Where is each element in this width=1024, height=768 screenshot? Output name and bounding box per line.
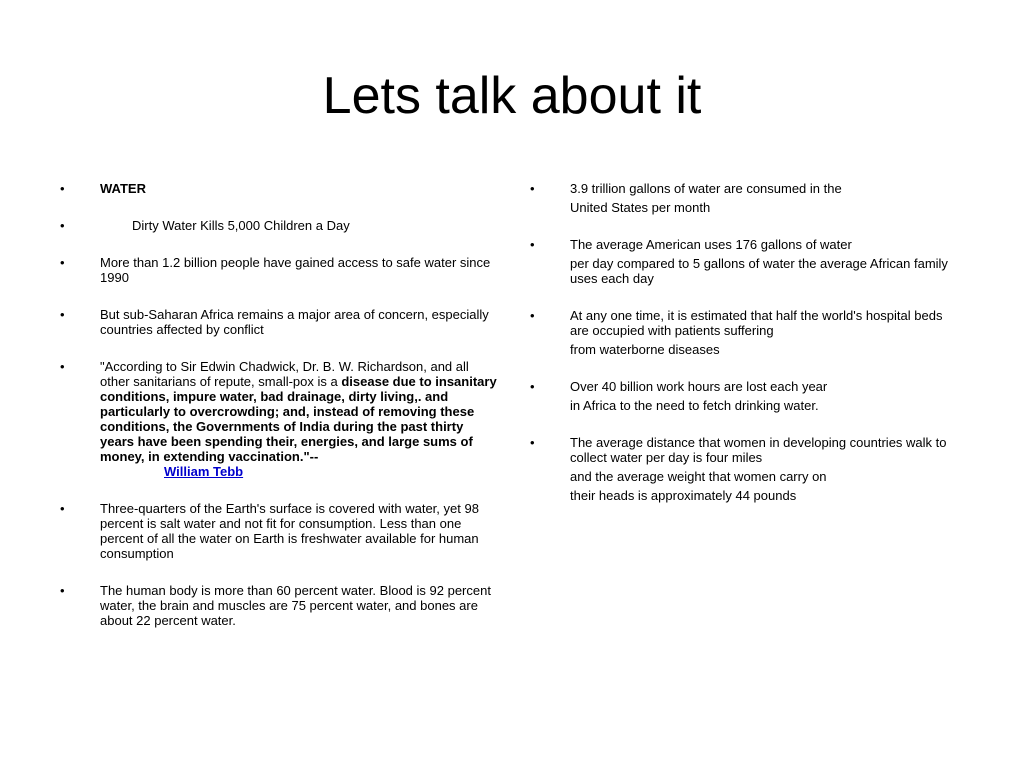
list-item: [530, 181, 960, 215]
right-bullet-list: [530, 181, 960, 525]
bullet-icon: •: [60, 181, 65, 196]
list-item: [530, 435, 960, 503]
list-item-text: The average distance that women in developing countries walk to collect water per day is four miles: [570, 435, 947, 465]
list-item-text: But sub-Saharan Africa remains a major area of concern, especially countries affected by conflict: [100, 307, 489, 337]
list-item-continuation: United States per month: [570, 200, 711, 215]
list-item: [60, 583, 500, 628]
list-item: [530, 237, 960, 286]
bullet-icon: •: [60, 583, 65, 598]
bullet-icon: •: [60, 307, 65, 322]
william-tebb-link[interactable]: William Tebb: [164, 464, 244, 479]
list-item-continuation: their heads is approximately 44 pounds: [570, 488, 797, 503]
bullet-icon: •: [530, 379, 535, 394]
list-item-text: The average American uses 176 gallons of water: [570, 237, 852, 252]
bullet-icon: •: [530, 435, 535, 450]
list-item-text: At any one time, it is estimated that half the world's hospital beds are occupied with patients suffering: [570, 308, 943, 338]
list-item: [530, 379, 960, 413]
bullet-icon: •: [530, 308, 535, 323]
list-item-continuation: and the average weight that women carry on: [570, 469, 827, 484]
list-item-text: Three-quarters of the Earth's surface is covered with water, yet 98 percent is salt water and not fit for consumption. Less than one percent of all the water on Earth is freshwater available for human consumption: [100, 501, 479, 561]
list-item: [60, 181, 500, 196]
list-item-text: More than 1.2 billion people have gained access to safe water since 1990: [100, 255, 491, 285]
slide-title: Lets talk about it: [322, 67, 702, 125]
section-heading: WATER: [100, 181, 146, 196]
quote-bold-text: disease due to insanitary conditions, impure water, bad drainage, dirty living,. and particularly to overcrowding; and, instead of removing these conditions, the Governments of India during the past thirty years have been spending their, energies, and large sums of money, in extending vaccination."--: [100, 374, 497, 464]
bullet-icon: •: [60, 255, 65, 270]
list-item: [60, 501, 500, 561]
quote-text: "According to Sir Edwin Chadwick, Dr. B. W. Richardson, and all other sanitarians of repute, small-pox is a: [100, 359, 469, 389]
list-item: [60, 359, 500, 479]
list-item-text: 3.9 trillion gallons of water are consumed in the: [570, 181, 842, 196]
bullet-icon: •: [530, 181, 535, 196]
list-item: [60, 218, 500, 233]
list-item-text: The human body is more than 60 percent water. Blood is 92 percent water, the brain and muscles are 75 percent water, and bones are about 22 percent water.: [100, 583, 491, 628]
bullet-icon: •: [60, 359, 65, 374]
list-item: [530, 308, 960, 357]
bullet-icon: •: [60, 218, 65, 233]
list-item-text: Dirty Water Kills 5,000 Children a Day: [132, 218, 350, 233]
list-item: [60, 307, 500, 337]
list-item-continuation: in Africa to the need to fetch drinking water.: [570, 398, 819, 413]
bullet-icon: •: [530, 237, 535, 252]
list-item: [60, 255, 500, 285]
left-bullet-list: [60, 181, 500, 650]
list-item-text: Over 40 billion work hours are lost each year: [570, 379, 828, 394]
list-item-continuation: from waterborne diseases: [570, 342, 720, 357]
bullet-icon: •: [60, 501, 65, 516]
list-item-continuation: per day compared to 5 gallons of water the average African family uses each day: [570, 256, 948, 286]
